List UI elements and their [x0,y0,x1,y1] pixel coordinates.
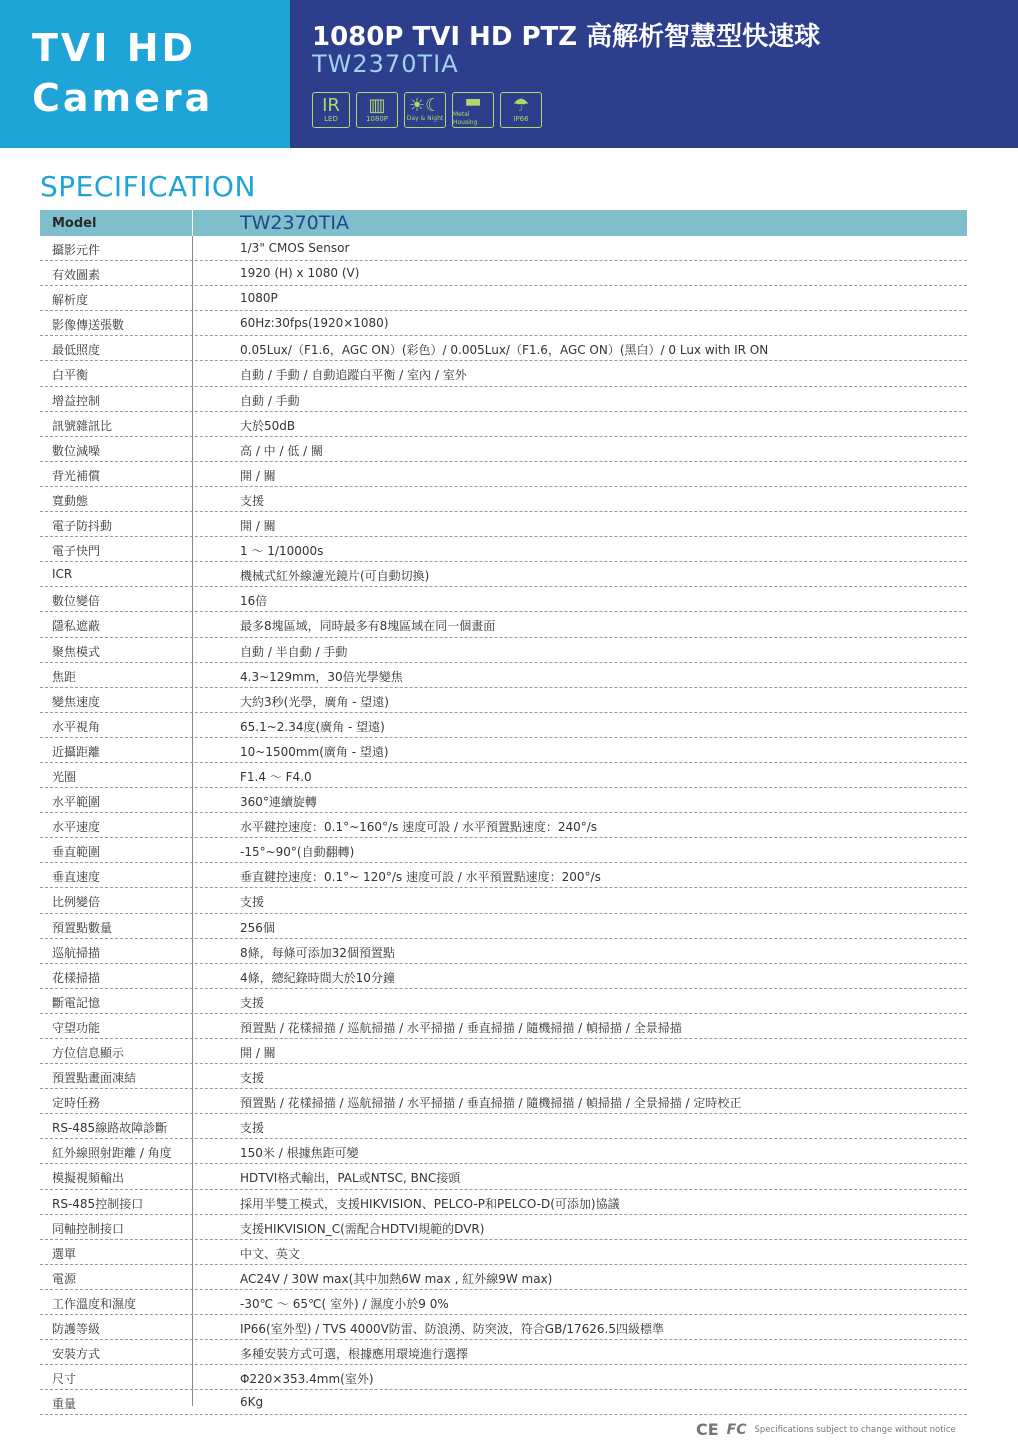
spec-value: 10~1500mm(廣角 - 望遠) [240,744,389,759]
model-value: TW2370TIA [240,212,349,234]
spec-value: 256個 [240,920,275,935]
metal-housing-icon: ▬ Metal Housing [452,92,494,128]
spec-row [40,236,967,261]
spec-label: 光圈 [52,769,77,784]
spec-row [40,1039,967,1064]
spec-value: 1080P [240,291,278,306]
spec-label: 電子防抖動 [52,519,113,534]
spec-value: 16倍 [240,594,268,609]
spec-label: 數位減噪 [52,443,101,458]
brand-line-1: TVI HD [32,26,197,70]
spec-label: 防護等級 [52,1322,101,1337]
spec-label: 訊號雜訊比 [52,418,113,433]
spec-value: 自動 / 手動 [240,393,300,408]
table-column-divider [192,236,193,1406]
spec-row [40,361,967,386]
spec-label: 尺寸 [52,1372,77,1387]
spec-row [40,638,967,663]
header-banner [0,0,1018,148]
spec-value: 開 / 關 [240,519,276,534]
spec-value: 大於50dB [240,418,296,433]
spec-label: 變焦速度 [52,694,101,709]
spec-row [40,964,967,989]
section-title: SPECIFICATION [40,170,256,203]
spec-row [40,1164,967,1189]
spec-row [40,1265,967,1290]
spec-label: 背光補償 [52,468,101,483]
spec-value: 0.05Lux/（F1.6，AGC ON）(彩色）/ 0.005Lux/（F1.6，AGC ON）(黑白）/ 0 Lux with IR ON [240,343,769,358]
spec-value: 360°連續旋轉 [240,795,317,810]
spec-row [40,1365,967,1390]
spec-value: -15°~90°(自動翻轉) [240,845,355,860]
spec-row [40,989,967,1014]
spec-value: 1 ～ 1/10000s [240,544,324,559]
spec-row [40,612,967,637]
spec-value: 支援HIKVISION_C(需配合HDTVI規範的DVR) [240,1221,485,1236]
spec-row [40,1290,967,1315]
spec-value: 1/3" CMOS Sensor [240,241,350,255]
spec-value: 開 / 關 [240,468,276,483]
spec-label: 近攝距離 [52,744,101,759]
spec-label: 有效圖素 [52,268,101,283]
spec-label: 方位信息顯示 [52,1046,125,1060]
spec-row [40,487,967,512]
spec-row [40,261,967,286]
spec-value: Φ220×353.4mm(室外) [240,1372,374,1387]
spec-row [40,562,967,587]
spec-label: 寬動態 [52,493,89,508]
spec-row [40,1014,967,1039]
spec-value: 大約3秒(光學，廣角 - 望遠) [240,694,389,709]
spec-label: RS-485線路故障診斷 [52,1121,168,1136]
spec-row [40,863,967,888]
spec-row [40,537,967,562]
spec-row [40,1340,967,1365]
spec-label: 工作溫度和濕度 [52,1296,137,1311]
spec-value: AC24V / 30W max(其中加熱6W max , 紅外線9W max) [240,1271,553,1286]
spec-row [40,1190,967,1215]
spec-value: 多種安裝方式可選，根據應用環境進行選擇 [240,1347,469,1362]
model-header-row [40,210,967,236]
spec-row [40,713,967,738]
spec-label: ICR [52,567,73,582]
ce-mark-icon: CE [696,1420,719,1439]
spec-label: 水平視角 [52,719,101,734]
footer-note: Specifications subject to change without notice [754,1424,956,1435]
spec-row [40,888,967,913]
spec-value: 預置點 / 花樣掃描 / 巡航掃描 / 水平掃描 / 垂直掃描 / 隨機掃描 / 幀掃描 / 全景掃描 / 定時校正 [240,1096,742,1111]
spec-label: 增益控制 [52,393,101,408]
spec-row [40,462,967,487]
spec-label: 聚焦模式 [52,644,101,659]
product-model: TW2370TIA [312,50,459,78]
spec-value: 支援 [240,1121,265,1136]
spec-label: 垂直範圍 [52,845,101,860]
spec-row [40,1215,967,1240]
brand-line-2: Camera [32,76,214,120]
spec-row [40,1064,967,1089]
spec-row [40,437,967,462]
spec-value: 60Hz:30fps(1920×1080) [240,316,389,331]
1080p-icon: ▥ 1080P [356,92,398,128]
spec-label: RS-485控制接口 [52,1196,144,1211]
spec-value: 自動 / 手動 / 自動追蹤白平衡 / 室內 / 室外 [240,368,467,383]
spec-row [40,1240,967,1265]
spec-label: 重量 [52,1397,77,1412]
spec-value: -30℃ ～ 65℃( 室外) / 濕度小於9 0% [240,1296,449,1311]
spec-row [40,663,967,688]
spec-row [40,838,967,863]
ip66-icon: ☂ IP66 [500,92,542,128]
spec-value: 採用半雙工模式，支援HIKVISION、PELCO-P和PELCO-D(可添加)協議 [240,1196,620,1211]
spec-value: 開 / 關 [240,1046,276,1060]
spec-value: 150米 / 根據焦距可變 [240,1146,359,1161]
spec-row [40,763,967,788]
spec-label: 影像傳送張數 [52,318,125,333]
fc-mark-icon: FC [726,1421,747,1438]
spec-value: HDTVI格式輸出，PAL或NTSC, BNC接頭 [240,1171,461,1186]
spec-value: 6Kg [240,1395,264,1410]
brand-box [0,0,290,148]
footer [696,1420,956,1439]
spec-row [40,286,967,311]
spec-row [40,311,967,336]
spec-value: F1.4 ～ F4.0 [240,769,312,784]
spec-value: 自動 / 半自動 / 手動 [240,644,348,659]
spec-value: 高 / 中 / 低 / 關 [240,443,324,458]
spec-label: 垂直速度 [52,870,101,885]
spec-label: 水平範圍 [52,795,101,810]
spec-value: 水平鍵控速度：0.1°~160°/s 速度可設 / 水平預置點速度：240°/s [240,820,598,835]
spec-value: 8條，每條可添加32個預置點 [240,945,395,960]
spec-label: 電子快門 [52,544,101,559]
spec-value: 支援 [240,1071,265,1086]
spec-value: 支援 [240,995,265,1010]
spec-label: 電源 [52,1271,77,1286]
spec-label: 解析度 [52,293,89,308]
spec-label: 花樣掃描 [52,970,101,985]
spec-value: 機械式紅外線濾光鏡片(可自動切換) [240,569,430,584]
spec-row [40,1139,967,1164]
spec-row [40,788,967,813]
spec-label: 斷電記憶 [52,995,101,1010]
model-label: Model [52,216,97,231]
spec-value: 支援 [240,493,265,508]
spec-label: 定時任務 [52,1096,101,1111]
spec-value: 垂直鍵控速度：0.1°~ 120°/s 速度可設 / 水平預置點速度：200°/s [240,870,601,885]
spec-row [40,412,967,437]
spec-row [40,939,967,964]
spec-value: IP66(室外型) / TVS 4000V防雷、防浪湧、防突波，符合GB/17626.5四級標準 [240,1322,664,1337]
spec-label: 攝影元件 [52,243,101,257]
spec-label: 紅外線照射距離 / 角度 [52,1146,172,1161]
day-night-icon: ☀☾ Day & Night [404,92,446,128]
spec-label: 水平速度 [52,820,101,835]
spec-label: 安裝方式 [52,1347,101,1362]
ir-led-icon: IR LED [312,92,350,128]
spec-label: 最低照度 [52,343,101,358]
spec-label: 選單 [52,1246,77,1261]
spec-row [40,1114,967,1139]
spec-row [40,587,967,612]
spec-label: 預置點數量 [52,920,113,935]
spec-table [40,236,967,1415]
column-divider [192,210,193,236]
spec-value: 4條，總紀錄時間大於10分鐘 [240,970,395,985]
spec-row [40,1089,967,1114]
spec-label: 白平衡 [52,368,89,383]
spec-label: 預置點畫面凍結 [52,1071,137,1086]
spec-row [40,512,967,537]
spec-value: 65.1~2.34度(廣角 - 望遠) [240,719,385,734]
spec-row [40,387,967,412]
spec-row [40,914,967,939]
feature-icons [312,92,542,132]
spec-label: 焦距 [52,669,77,684]
spec-label: 巡航掃描 [52,945,101,960]
spec-label: 守望功能 [52,1020,101,1035]
spec-value: 4.3~129mm，30倍光學變焦 [240,669,403,684]
spec-row [40,1315,967,1340]
spec-row [40,336,967,361]
spec-value: 1920 (H) x 1080 (V) [240,266,360,281]
spec-value: 支援 [240,895,265,910]
spec-row [40,738,967,763]
spec-value: 最多8塊區域，同時最多有8塊區域在同一個畫面 [240,619,496,634]
spec-row [40,688,967,713]
spec-label: 模擬視頻輸出 [52,1171,125,1186]
spec-label: 比例變倍 [52,895,101,910]
spec-value: 中文、英文 [240,1246,301,1261]
spec-row [40,813,967,838]
spec-label: 同軸控制接口 [52,1221,125,1236]
spec-label: 隱私遮蔽 [52,619,101,634]
spec-label: 數位變倍 [52,594,101,609]
product-title: 1080P TVI HD PTZ 高解析智慧型快速球 [312,22,821,52]
spec-row [40,1390,967,1415]
spec-value: 預置點 / 花樣掃描 / 巡航掃描 / 水平掃描 / 垂直掃描 / 隨機掃描 / 幀掃描 / 全景掃描 [240,1020,682,1035]
